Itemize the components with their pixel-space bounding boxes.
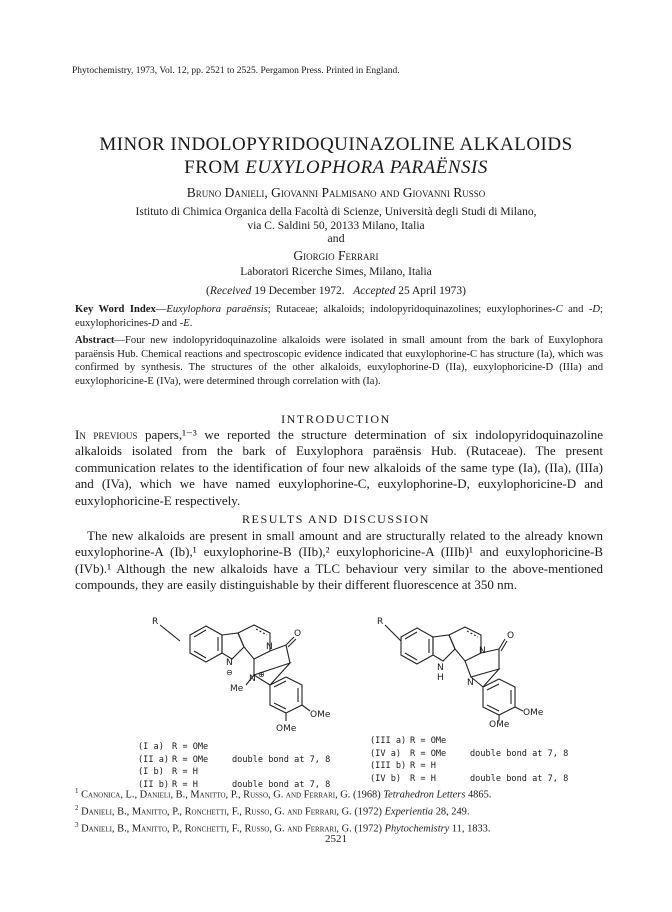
right-ring-n: N [479,646,486,656]
left-r-label: R [152,617,159,627]
label-r-value: R = OMe [172,742,209,752]
label-row [370,748,568,761]
article-title-line2 [40,156,632,179]
structure-left-diagram [150,615,340,740]
label-code: (I b) [138,767,164,778]
journal-header: Phytochemistry, 1973, Vol. 12, pp. 2521 to 2525. Pergamon Press. Printed in England. [72,66,400,76]
footnote-authors: Canonica, L., Danieli, B., Manitto, P., Russo, G. and Ferrari, G. (1968) [81,789,384,801]
label-r-value: R = H [172,767,198,778]
page-number: 2521 [325,833,347,845]
label-r-value: R = H [410,761,436,772]
accepted-date: 25 April 1973 [395,285,463,297]
article-title-line1: MINOR INDOLOPYRIDOQUINAZOLINE ALKALOIDS [99,134,573,155]
left-methoxy-2: OMe [276,724,297,734]
right-carbonyl-o: O [507,631,515,641]
label-note: double bond at 7, 8 [232,754,331,765]
footnote-tail: 28, 249. [433,806,470,818]
intro-text: papers,¹⁻³ we reported the structure determination of six indolopyridoquinazoline alkaloids isolated from the bark of Euxylophora paraënsis Hub. (Rutaceae). The present communication relates to the identification of four new alkaloids of the same type (Ia), (IIa), (IIIa) and (IVa), which we have named euxylophorine-C, euxylophorine-D, euxylophoricine-D and euxylophoricine-E respectively. [75,427,603,508]
introduction-paragraph [75,427,603,509]
label-code: (I a) [138,742,164,752]
label-row [370,760,568,773]
footnote-number: 1 [75,787,79,795]
left-quat-n: N [249,674,256,684]
title-species: EUXYLOPHORA PARAËNSIS [245,157,488,178]
accepted-label: Accepted [353,285,396,297]
abstract-text: —Four new indolopyridoquinazoline alkaloids were isolated in small amount from the bark of Euxylophora paraënsis Hub. Chemical reactions and spectroscopic evidence indicated that euxylophorine-C has structure (Ia), which was confirmed by synthesis. The structures of the other alkaloids, euxylophorine-D (IIa), euxylophoricine-D (IIIa) and euxylophoricine-E (IVa), were determined through correlation with (Ia). [75,335,603,387]
footnote [75,785,603,802]
footnote-authors: Danieli, B., Manitto, P., Ronchetti, F., Russo, G. and Ferrari, G. (1972) [81,823,385,835]
keywords-d: D [592,304,601,315]
keywords-species: Euxylophora paraënsis [166,304,268,315]
right-indole-h: H [437,673,444,683]
author-list: Bruno Danieli, Giovanni Palmisano and Giovanni Russo [186,185,486,200]
structure-right-diagram [375,615,565,730]
left-carbonyl-o: O [294,629,302,639]
left-minus-charge: ⊖ [226,668,233,677]
label-code: (II a) [138,754,170,765]
received-date: 19 December 1972. [251,285,354,297]
abstract-label: Abstract [75,335,115,346]
label-r-value: R = H [410,773,436,784]
label-row [370,773,568,786]
footnote-authors: Danieli, B., Manitto, P., Ronchetti, F., Russo, G. and Ferrari, G. (1972) [81,806,385,818]
right-r-label: R [377,617,384,627]
footnote-number: 3 [75,821,79,830]
keywords-mid: and - [562,304,593,315]
label-code: (IV b) [370,773,402,784]
keywords-dash: — [155,304,167,315]
title-prefix: FROM [184,157,246,178]
keywords-c: C [555,304,563,315]
label-note: double bond at 7, 8 [232,779,331,790]
keywords-e: E [183,317,190,329]
introduction-heading: INTRODUCTION [281,412,391,426]
institution-2: Laboratori Ricerche Simes, Milano, Italia [240,266,432,278]
key-word-index [75,303,603,330]
label-row [138,741,330,754]
footnote-journal: Experientia [384,806,434,818]
keywords-label: Key Word Index [75,304,156,315]
left-methyl: Me [230,684,244,694]
right-indole-n: N [437,663,444,673]
abstract [75,334,603,388]
institution-1-line1: Istituto di Chimica Organica della Facoltà di Scienze, Università degli Studi di Milano, [135,206,537,218]
label-r-value: R = H [172,779,198,790]
results-paragraph: The new alkaloids are present in small amount and are structurally related to the already known euxylophorine-A (Ib),¹ euxylophorine-B (IIb),² euxylophoricine-A (IIIb)¹ and euxylophoricine-B (IVb).¹ Although the new alkaloids have a TLC behaviour very similar to the above-mentioned compounds, they are easily distinguishable by their different fluorescence at 350 nm. [75,528,603,593]
footnote-tail: 4865. [465,789,492,801]
keywords-and: and - [159,317,184,329]
intro-lead: In previous [75,427,138,442]
paren-open: ( [206,285,210,297]
footnotes [75,785,603,836]
institution-1 [40,205,632,233]
label-note: double bond at 7, 8 [470,748,569,759]
label-row [370,735,568,748]
keywords-end: . [189,317,193,329]
right-methoxy-1: OMe [523,708,544,718]
and-separator: and [327,231,345,245]
left-indole-n: N [226,658,233,668]
paren-close: ) [462,285,466,297]
institution-1-line2: via C. Saldini 50, 20133 Milano, Italia [247,220,425,232]
compound-labels-left [138,741,330,791]
keywords-text1: ; Rutaceae; alkaloids; indolopyridoquinazolines; euxylophorines- [267,304,556,315]
keywords-d2: D [151,317,160,329]
label-code: (II b) [138,779,170,790]
footnote-journal: Tetrahedron Letters [383,789,466,801]
label-note: double bond at 7, 8 [470,773,569,784]
received-dates [40,285,632,297]
label-code: (III b) [370,761,407,772]
footnote-number: 2 [75,804,79,813]
label-r-value: R = OMe [410,748,447,759]
label-code: (IV a) [370,748,402,759]
right-lower-n: N [467,678,474,688]
label-row [138,766,330,779]
results-heading: RESULTS AND DISCUSSION [241,512,431,526]
label-row [138,754,330,767]
received-label: Received [209,285,252,297]
left-ring-n: N [266,642,273,652]
left-methoxy-1: OMe [310,710,331,720]
compound-labels-right [370,735,568,785]
keywords-text2: ; euxylophoricines- [75,304,603,329]
left-plus-charge: ⊕ [258,670,265,679]
footnote-journal: Phytochemistry [384,823,450,835]
label-r-value: R = OMe [172,754,209,765]
label-r-value: R = OMe [410,736,447,746]
footnote [75,802,603,819]
author-second: Giorgio Ferrari [293,248,379,263]
right-methoxy-2: OMe [489,720,510,730]
label-code: (III a) [370,736,407,746]
footnote-tail: 11, 1833. [449,823,491,835]
